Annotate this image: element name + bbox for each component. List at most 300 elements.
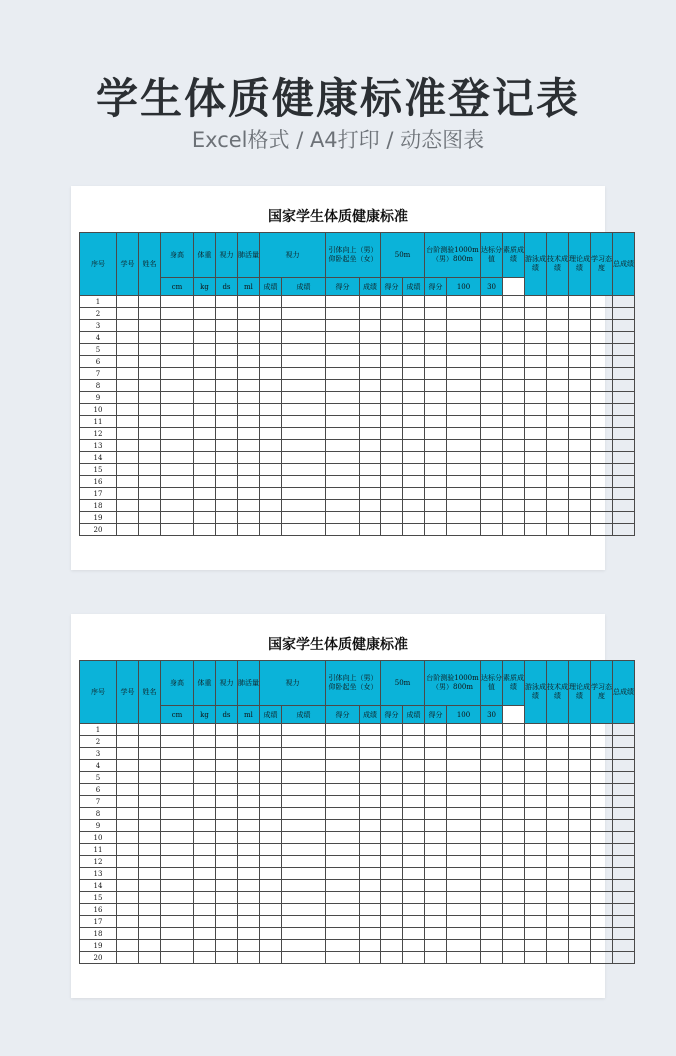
row-number: 13 (80, 440, 117, 452)
data-cell (503, 904, 525, 916)
data-cell (161, 512, 194, 524)
data-cell (503, 308, 525, 320)
row-number: 10 (80, 404, 117, 416)
data-cell (547, 308, 569, 320)
data-cell (447, 344, 481, 356)
data-cell (216, 796, 238, 808)
data-cell (117, 820, 139, 832)
table-row (80, 796, 635, 808)
data-cell (282, 452, 326, 464)
data-cell (194, 916, 216, 928)
data-cell (481, 500, 503, 512)
data-cell (260, 784, 282, 796)
data-cell (216, 736, 238, 748)
data-cell (326, 440, 360, 452)
table-row (80, 488, 635, 500)
data-cell (503, 796, 525, 808)
data-cell (117, 332, 139, 344)
data-cell (216, 724, 238, 736)
data-cell (161, 748, 194, 760)
data-cell (613, 452, 635, 464)
data-cell (503, 916, 525, 928)
data-cell (547, 464, 569, 476)
data-cell (381, 428, 403, 440)
table-row (80, 844, 635, 856)
data-cell (282, 380, 326, 392)
data-cell (591, 404, 613, 416)
data-cell (591, 500, 613, 512)
data-cell (282, 760, 326, 772)
data-cell (481, 892, 503, 904)
data-cell (216, 320, 238, 332)
data-cell (503, 488, 525, 500)
data-cell (381, 404, 403, 416)
data-cell (282, 784, 326, 796)
data-cell (216, 404, 238, 416)
data-cell (547, 428, 569, 440)
data-cell (194, 892, 216, 904)
data-cell (569, 500, 591, 512)
data-cell (360, 464, 381, 476)
data-cell (117, 760, 139, 772)
data-cell (525, 748, 547, 760)
data-cell (425, 796, 447, 808)
data-cell (216, 748, 238, 760)
data-cell (238, 928, 260, 940)
data-cell (425, 892, 447, 904)
data-cell (238, 904, 260, 916)
data-cell (381, 488, 403, 500)
data-cell (161, 904, 194, 916)
row-number: 4 (80, 332, 117, 344)
data-cell (326, 904, 360, 916)
header-cell: 总成绩 (613, 233, 635, 296)
data-cell (326, 784, 360, 796)
data-cell (139, 736, 161, 748)
data-cell (194, 500, 216, 512)
data-cell (161, 476, 194, 488)
data-cell (381, 940, 403, 952)
data-cell (282, 724, 326, 736)
data-cell (238, 760, 260, 772)
data-cell (547, 880, 569, 892)
data-cell (613, 512, 635, 524)
table-row (80, 736, 635, 748)
data-cell (117, 344, 139, 356)
data-cell (447, 928, 481, 940)
data-cell (525, 512, 547, 524)
data-cell (525, 392, 547, 404)
data-cell (238, 952, 260, 964)
data-cell (381, 892, 403, 904)
data-cell (403, 464, 425, 476)
data-cell (326, 428, 360, 440)
table-row (80, 856, 635, 868)
data-cell (360, 428, 381, 440)
data-cell (260, 940, 282, 952)
data-cell (525, 856, 547, 868)
data-cell (216, 820, 238, 832)
data-cell (238, 892, 260, 904)
data-cell (547, 784, 569, 796)
data-cell (360, 380, 381, 392)
data-cell (547, 296, 569, 308)
data-cell (425, 784, 447, 796)
data-cell (238, 416, 260, 428)
data-cell (547, 940, 569, 952)
data-cell (216, 868, 238, 880)
data-cell (591, 952, 613, 964)
data-cell (139, 308, 161, 320)
data-cell (139, 808, 161, 820)
data-cell (161, 760, 194, 772)
data-cell (161, 784, 194, 796)
data-cell (481, 464, 503, 476)
data-cell (161, 940, 194, 952)
unit-cell: 成绩 (360, 706, 381, 724)
data-cell (503, 500, 525, 512)
row-number: 11 (80, 416, 117, 428)
data-cell (326, 524, 360, 536)
data-cell (282, 952, 326, 964)
data-cell (481, 332, 503, 344)
data-cell (238, 940, 260, 952)
header-cell: 肺活量 (238, 661, 260, 706)
data-cell (194, 832, 216, 844)
table-row (80, 308, 635, 320)
data-cell (381, 356, 403, 368)
data-cell (238, 868, 260, 880)
data-cell (503, 440, 525, 452)
data-cell (425, 512, 447, 524)
data-cell (403, 856, 425, 868)
data-cell (403, 916, 425, 928)
data-cell (591, 512, 613, 524)
data-cell (569, 808, 591, 820)
data-cell (161, 868, 194, 880)
data-cell (381, 320, 403, 332)
data-cell (139, 428, 161, 440)
data-cell (403, 500, 425, 512)
data-cell (282, 308, 326, 320)
data-cell (381, 524, 403, 536)
data-cell (447, 832, 481, 844)
unit-cell: kg (194, 278, 216, 296)
data-cell (569, 308, 591, 320)
data-cell (260, 344, 282, 356)
data-cell (447, 856, 481, 868)
data-cell (425, 820, 447, 832)
table-row (80, 868, 635, 880)
data-cell (447, 796, 481, 808)
data-cell (282, 332, 326, 344)
header-cell: 序号 (80, 661, 117, 724)
data-cell (381, 344, 403, 356)
data-cell (282, 296, 326, 308)
data-cell (525, 356, 547, 368)
data-cell (194, 392, 216, 404)
data-cell (403, 784, 425, 796)
data-cell (194, 428, 216, 440)
data-cell (403, 940, 425, 952)
data-cell (139, 512, 161, 524)
data-cell (481, 808, 503, 820)
data-cell (569, 832, 591, 844)
data-cell (481, 772, 503, 784)
row-number: 18 (80, 928, 117, 940)
data-cell (525, 952, 547, 964)
data-cell (326, 868, 360, 880)
data-cell (194, 844, 216, 856)
data-cell (238, 476, 260, 488)
data-cell (447, 772, 481, 784)
data-cell (403, 904, 425, 916)
data-cell (381, 808, 403, 820)
data-cell (139, 344, 161, 356)
data-cell (161, 344, 194, 356)
data-cell (447, 500, 481, 512)
data-cell (447, 440, 481, 452)
data-cell (360, 512, 381, 524)
data-cell (161, 488, 194, 500)
data-cell (481, 476, 503, 488)
data-cell (481, 820, 503, 832)
data-cell (260, 796, 282, 808)
data-cell (447, 736, 481, 748)
data-cell (591, 844, 613, 856)
data-cell (503, 940, 525, 952)
data-cell (503, 512, 525, 524)
data-cell (161, 844, 194, 856)
data-cell (282, 500, 326, 512)
data-cell (403, 868, 425, 880)
data-cell (216, 916, 238, 928)
data-cell (525, 452, 547, 464)
table-row (80, 820, 635, 832)
data-cell (117, 892, 139, 904)
data-cell (260, 440, 282, 452)
data-cell (117, 500, 139, 512)
data-cell (591, 488, 613, 500)
data-cell (260, 916, 282, 928)
data-cell (613, 880, 635, 892)
data-cell (139, 952, 161, 964)
data-cell (591, 524, 613, 536)
data-cell (194, 796, 216, 808)
data-cell (326, 512, 360, 524)
data-cell (447, 940, 481, 952)
data-cell (481, 940, 503, 952)
data-cell (282, 440, 326, 452)
data-cell (260, 308, 282, 320)
hero-title: 学生体质健康标准登记表 (95, 74, 580, 123)
data-cell (360, 736, 381, 748)
header-cell: 姓名 (139, 661, 161, 724)
data-cell (282, 868, 326, 880)
data-cell (260, 356, 282, 368)
data-cell (569, 488, 591, 500)
data-cell (547, 952, 569, 964)
row-number: 6 (80, 356, 117, 368)
row-number: 9 (80, 820, 117, 832)
row-number: 13 (80, 868, 117, 880)
data-cell (525, 524, 547, 536)
data-cell (381, 380, 403, 392)
header-cell: 台阶测验1000m（男）800m (425, 233, 481, 278)
data-cell (326, 808, 360, 820)
data-cell (381, 928, 403, 940)
data-cell (525, 416, 547, 428)
table-row (80, 464, 635, 476)
data-cell (161, 452, 194, 464)
table-row (80, 356, 635, 368)
data-cell (547, 808, 569, 820)
data-cell (139, 904, 161, 916)
data-cell (425, 916, 447, 928)
data-cell (161, 916, 194, 928)
data-cell (403, 488, 425, 500)
data-cell (569, 440, 591, 452)
data-cell (238, 440, 260, 452)
data-cell (326, 380, 360, 392)
data-cell (326, 356, 360, 368)
data-cell (613, 440, 635, 452)
data-cell (260, 844, 282, 856)
header-cell: 引体向上（男）仰卧起坐（女） (326, 661, 381, 706)
data-cell (117, 476, 139, 488)
data-cell (403, 796, 425, 808)
data-cell (503, 296, 525, 308)
data-cell (238, 724, 260, 736)
register-table (79, 660, 635, 964)
data-cell (425, 500, 447, 512)
data-cell (260, 856, 282, 868)
data-cell (161, 428, 194, 440)
data-cell (381, 832, 403, 844)
data-cell (503, 928, 525, 940)
data-cell (360, 940, 381, 952)
data-cell (381, 844, 403, 856)
data-cell (260, 808, 282, 820)
data-cell (238, 320, 260, 332)
data-cell (216, 940, 238, 952)
header-cell: 身高 (161, 661, 194, 706)
data-cell (216, 476, 238, 488)
data-cell (613, 428, 635, 440)
data-cell (525, 844, 547, 856)
data-cell (117, 844, 139, 856)
row-number: 16 (80, 476, 117, 488)
data-cell (117, 320, 139, 332)
data-cell (117, 440, 139, 452)
data-cell (360, 844, 381, 856)
data-cell (216, 952, 238, 964)
header-cell: 视力 (216, 233, 238, 278)
data-cell (381, 820, 403, 832)
data-cell (117, 308, 139, 320)
data-cell (481, 880, 503, 892)
data-cell (613, 820, 635, 832)
data-cell (194, 808, 216, 820)
row-number: 2 (80, 736, 117, 748)
data-cell (613, 748, 635, 760)
header-cell: 序号 (80, 233, 117, 296)
data-cell (360, 820, 381, 832)
data-cell (569, 476, 591, 488)
data-cell (481, 344, 503, 356)
data-cell (117, 452, 139, 464)
data-cell (403, 512, 425, 524)
data-cell (613, 844, 635, 856)
data-cell (238, 856, 260, 868)
data-cell (569, 512, 591, 524)
data-cell (403, 760, 425, 772)
data-cell (139, 524, 161, 536)
data-cell (282, 904, 326, 916)
table-row (80, 892, 635, 904)
data-cell (381, 308, 403, 320)
data-cell (447, 868, 481, 880)
data-cell (360, 344, 381, 356)
data-cell (481, 524, 503, 536)
data-cell (447, 332, 481, 344)
data-cell (447, 512, 481, 524)
data-cell (360, 308, 381, 320)
data-cell (591, 440, 613, 452)
data-cell (139, 832, 161, 844)
row-number: 12 (80, 428, 117, 440)
data-cell (216, 880, 238, 892)
data-cell (117, 368, 139, 380)
data-cell (360, 760, 381, 772)
data-cell (569, 904, 591, 916)
data-cell (282, 488, 326, 500)
data-cell (216, 332, 238, 344)
data-cell (591, 332, 613, 344)
data-cell (381, 796, 403, 808)
data-cell (503, 380, 525, 392)
data-cell (139, 940, 161, 952)
data-cell (425, 772, 447, 784)
data-cell (326, 940, 360, 952)
data-cell (547, 832, 569, 844)
data-cell (326, 488, 360, 500)
data-cell (481, 796, 503, 808)
row-number: 9 (80, 392, 117, 404)
data-cell (547, 356, 569, 368)
data-cell (360, 452, 381, 464)
data-cell (547, 736, 569, 748)
data-cell (194, 928, 216, 940)
data-cell (282, 736, 326, 748)
header-cell: 理论成绩 (569, 233, 591, 296)
data-cell (381, 512, 403, 524)
unit-cell: 30 (481, 278, 503, 296)
data-cell (503, 880, 525, 892)
data-cell (238, 844, 260, 856)
data-cell (591, 868, 613, 880)
data-cell (547, 796, 569, 808)
data-cell (403, 320, 425, 332)
data-cell (403, 748, 425, 760)
data-cell (547, 416, 569, 428)
table-row (80, 404, 635, 416)
row-number: 20 (80, 952, 117, 964)
data-cell (481, 416, 503, 428)
data-cell (194, 380, 216, 392)
unit-cell: 成绩 (282, 278, 326, 296)
data-cell (326, 296, 360, 308)
